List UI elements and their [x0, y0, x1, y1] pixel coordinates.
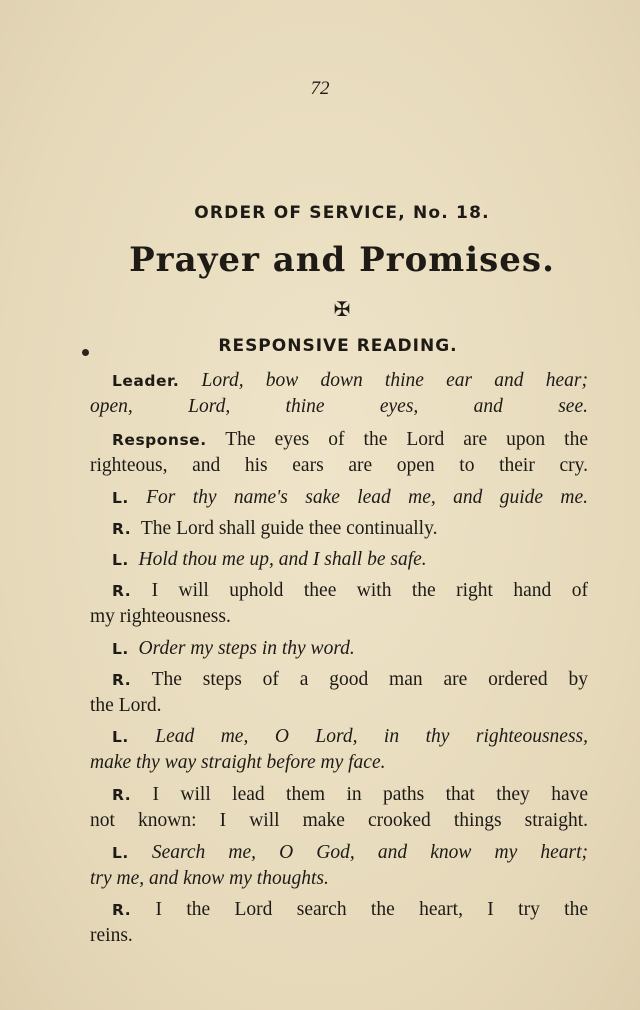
reading-text: The Lord shall guide thee continually.: [140, 518, 438, 539]
speaker-label: Response.: [112, 431, 207, 449]
service-heading: ORDER OF SERVICE, No. 18.: [194, 203, 490, 223]
reading-line: [90, 547, 588, 573]
reading-text: I the Lord search the heart, I try the: [155, 899, 588, 920]
cross-ornament-icon: ✠: [333, 297, 351, 321]
reading-line: [90, 427, 588, 453]
reading-text: Lord, bow down thine ear and hear;: [201, 370, 588, 391]
speaker-label: R.: [112, 582, 132, 600]
speaker-label: L.: [112, 844, 129, 862]
reading-text: Search me, O God, and know my heart;: [151, 842, 588, 863]
speaker-label: Leader.: [112, 372, 180, 390]
reading-line: [90, 485, 588, 511]
reading-line: [90, 667, 588, 693]
reading-line: [90, 368, 588, 394]
reading-line: [90, 578, 588, 604]
reading-line: try me, and know my thoughts.: [90, 868, 329, 889]
reading-line: the Lord.: [90, 695, 162, 716]
reading-line: reins.: [90, 925, 133, 946]
speaker-label: R.: [112, 786, 132, 804]
reading-line: [90, 516, 588, 542]
speaker-label: L.: [112, 551, 129, 569]
reading-line: [90, 897, 588, 923]
reading-text: The eyes of the Lord are upon the: [225, 429, 588, 450]
reading-line: make thy way straight before my face.: [90, 752, 386, 773]
reading-text: Hold thou me up, and I shall be safe.: [138, 549, 427, 570]
section-heading: RESPONSIVE READING.: [218, 336, 458, 356]
reading-line: not known: I will make crooked things straight.: [90, 810, 588, 831]
speaker-label: L.: [112, 640, 129, 658]
reading-line: [90, 840, 588, 866]
reading-line: my righteousness.: [90, 606, 231, 627]
speaker-label: L.: [112, 728, 129, 746]
reading-text: I will lead them in paths that they have: [152, 784, 589, 805]
speaker-label: R.: [112, 520, 132, 538]
speaker-label: R.: [112, 901, 132, 919]
page-number: 72: [310, 78, 330, 99]
speaker-label: L.: [112, 489, 129, 507]
reading-text: The steps of a good man are ordered by: [151, 669, 589, 690]
reading-line: [90, 782, 588, 808]
reading-line: [90, 724, 588, 750]
reading-text: Order my steps in thy word.: [138, 638, 355, 659]
reading-line: open, Lord, thine eyes, and see.: [90, 396, 588, 417]
reading-text: Lead me, O Lord, in thy righteousness,: [155, 726, 588, 747]
reading-text: For thy name's sake lead me, and guide me.: [146, 487, 589, 508]
reading-line: righteous, and his ears are open to their cry.: [90, 455, 588, 476]
reading-line: [90, 636, 588, 662]
page-title: Prayer and Promises.: [129, 240, 555, 280]
reading-text: I will uphold thee with the right hand of: [151, 580, 588, 601]
speaker-label: R.: [112, 671, 132, 689]
